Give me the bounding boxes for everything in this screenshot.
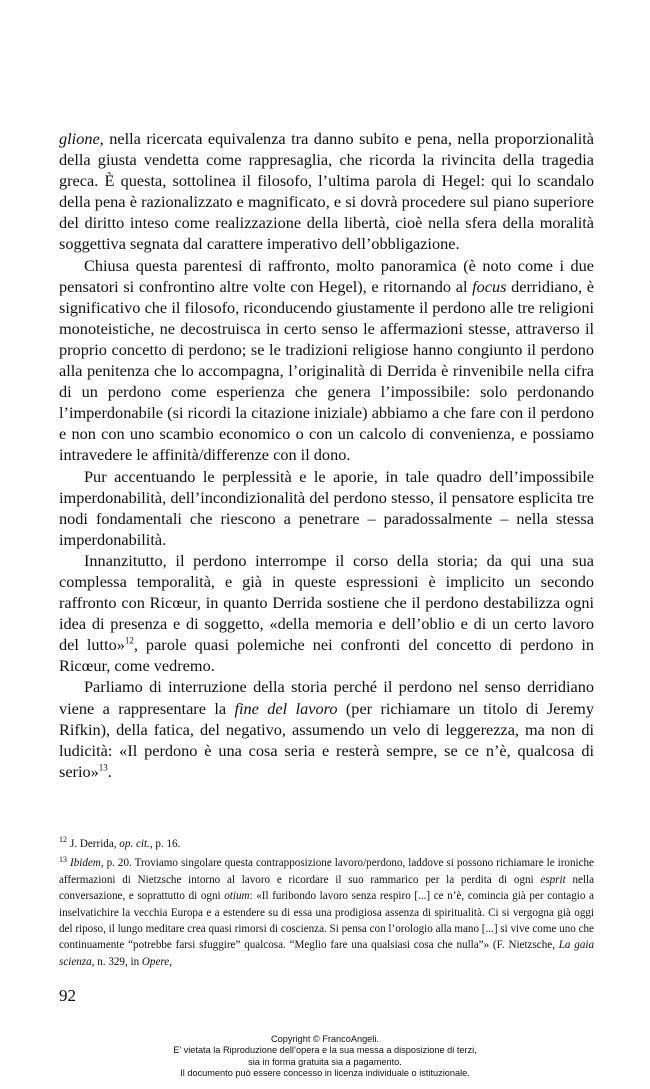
text-span: , parole quasi polemiche nei confronti del concetto di perdono in Ricœur, come vedremo. — [59, 635, 594, 676]
footnote-number: 13 — [59, 854, 67, 864]
copyright-line: sia in forma gratuita sia a pagamento. — [248, 1056, 402, 1067]
text-span: : «Il furibondo lavoro senza respiro [...] ce n’è, comincia già per contagio a inselvatichire la vecchia Europa e a estendere su di essa una prodigiosa assenza di spiritualità. Ci si vergogna già oggi del riposo, il lungo meditare crea quasi rimorsi di coscienza. Si pensa con l’orologio alla mano [...] si vive come uno che continuamente “potrebbe farsi sfuggire” qualcosa. “Meglio fare una qualsiasi cosa che nulla”» (F. Nietzsche, — [59, 890, 594, 952]
footnote-ref-13[interactable]: 13 — [98, 762, 108, 773]
text-span: Pur accentuando le perplessità e le aporie, in tale quadro dell’impossibile imperdonabilità, dell’incondizionalità del perdono stesso, il pensatore esplicita tre nodi fondamentali che riescono a penetrare – paradossalmente – nella stessa imperdonabilità. — [59, 466, 594, 549]
paragraph-3 — [59, 466, 594, 550]
text-span: . — [107, 761, 112, 781]
footnote-number: 12 — [59, 835, 67, 845]
text-span: Innanzitutto, il perdono interrompe il corso della storia; da qui una sua complessa temporalità, e già in queste espressioni è implicito un secondo raffronto con Ricœur, in quanto Derrida sostiene che il perdono destabilizza ogni idea di presenza e di soggetto, «della memoria e dell’oblio e di un certo lavoro del lutto» — [59, 550, 594, 655]
page-number: 92 — [59, 986, 76, 1005]
text-span: , — [169, 955, 172, 968]
text-span: nella conversazione, e soprattutto di ogni — [59, 873, 594, 903]
copyright-notice — [0, 1034, 650, 1079]
text-italic: focus — [472, 276, 507, 296]
text-span: J. Derrida, — [70, 838, 120, 850]
copyright-line: E’ vietata la Riproduzione dell’opera e la sua messa a disposizione di terzi, — [173, 1045, 477, 1056]
text-span: , p. 20. Troviamo singolare questa contrapposizione lavoro/perdono, laddove si possono richiamare le ironiche affermazioni di Nietzsche intorno al lavoro e ricordare il suo rammarico per la perdita di ogni — [59, 857, 594, 886]
copyright-line: Il documento può essere concesso in licenza individuale o istituzionale. — [180, 1067, 470, 1078]
text-italic: op. cit. — [119, 838, 150, 850]
text-italic: otium — [224, 890, 250, 903]
paragraph-2 — [59, 255, 594, 466]
paragraph-1 — [59, 128, 594, 255]
footnote-12 — [59, 836, 594, 852]
text-span: derridiano, è significativo che il filosofo, riconducendo giustamente il perdono alle tre religioni monoteistiche, ne decostruisca in certo senso le affermazioni stesse, attraverso il proprio concetto di perdono; se le tradizioni religiose hanno congiunto il perdono alla penitenza che lo accompagna, l’originalità di Derrida è rinvenibile nella cifra di un perdono come esperienza che genera l’impossibile: solo perdonando l’imperdonabile (si ricordi la citazione iniziale) abbiamo a che fare con il perdono e non con uno scambio economico o con un calcolo di convenienza, e possiamo intravedere le affinità/differenze con il dono. — [59, 276, 594, 465]
text-italic: fine del lavoro — [234, 698, 338, 718]
text-span: (per richiamare un titolo di Jeremy Rifkin), della fatica, del negativo, assumendo un velo di leggerezza, ma non di ludicità: «Il perdono è una cosa seria e resterà sempre, se ce n’è, qualcosa di serio» — [59, 698, 594, 781]
paragraph-4 — [59, 550, 594, 677]
text-italic: Opere — [141, 955, 170, 968]
text-span: Parliamo di interruzione della storia perché il perdono nel senso derridiano viene a rappresentare la — [59, 677, 594, 718]
text-span: Chiusa questa parentesi di raffronto, molto panoramica (è noto come i due pensatori si confrontino altre volte con Hegel), e ritornando al — [59, 255, 594, 296]
footnotes — [59, 836, 594, 970]
footnote-ref-12[interactable]: 12 — [124, 635, 134, 646]
main-text — [59, 128, 594, 782]
text-italic: Ibidem — [70, 857, 101, 870]
text-span: , n. 329, in — [91, 955, 142, 968]
text-italic: esprit — [540, 873, 566, 886]
footnote-13 — [59, 855, 594, 970]
text-italic: glione — [59, 129, 100, 148]
copyright-line: Copyright © FrancoAngeli. — [271, 1034, 379, 1044]
paragraph-5 — [59, 676, 594, 781]
text-span: , nella ricercata equivalenza tra danno subito e pena, nella proporzionalità della giusta vendetta come rappresaglia, che ricorda la rivincita della tragedia greca. È questa, sottolinea il filosofo, l’ultima parola di Hegel: qui lo scandalo della pena è razionalizzato e magnificato, e si dovrà procedere sul piano superiore del diritto inteso come realizzazione della libertà, cioè nella sfera della moralità soggettiva segnata dal carattere imperativo dell’obbligazione. — [59, 129, 594, 254]
text-span: , p. 16. — [149, 838, 181, 850]
text-italic: La gaia scienza — [59, 939, 594, 968]
